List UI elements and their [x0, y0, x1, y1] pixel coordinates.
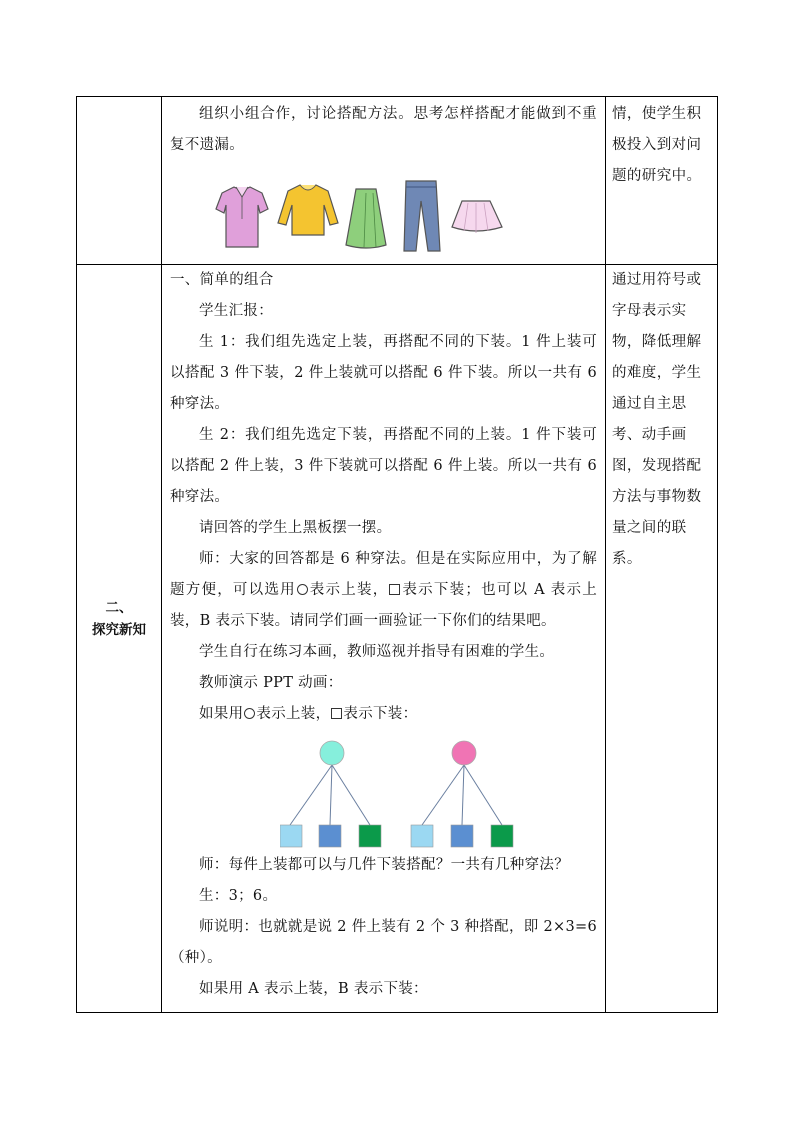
bottom-garment-square	[491, 825, 513, 847]
row1-content-text: 组织小组合作，讨论搭配方法。思考怎样搭配才能做到不重复不遗漏。	[170, 106, 597, 153]
bottom-garment-square	[319, 825, 341, 847]
row2-note-cell	[606, 265, 717, 1013]
symbol-intro-c: 表示下装：	[343, 706, 418, 722]
student-answer: 生：3；6。	[199, 888, 278, 904]
row1-note-text: 情，使学生积极投入到对问题的研究中。	[612, 106, 702, 184]
top-garment-2-circle	[452, 741, 476, 765]
combination-tree-diagram	[280, 739, 520, 849]
teacher-text-a: 师：大家的回答都是 6 种穿法。但是在实际应用中，为了解题方便，可以选用	[170, 551, 597, 598]
pink-skirt-icon	[452, 201, 502, 233]
section-number: 二、	[105, 600, 133, 616]
section-title: 探究新知	[92, 622, 146, 638]
blue-trousers-icon	[404, 181, 440, 251]
student2-answer: 生 2：我们组先选定下装，再搭配不同的上装。1 件下装可以搭配 2 件上装，3 件下装就可以搭配 6 件上装。所以一共有 6 种穿法。	[170, 427, 597, 505]
practice-instruction: 学生自行在练习本画，教师巡视并指导有困难的学生。	[199, 644, 555, 660]
row1-content-cell	[162, 97, 605, 264]
pink-shirt-icon	[216, 187, 268, 247]
board-instruction: 请回答的学生上黑板摆一摆。	[199, 520, 392, 536]
bottom-garment-square	[359, 825, 381, 847]
circle-symbol-icon	[244, 708, 255, 719]
square-symbol-icon	[389, 584, 400, 595]
clothes-illustration	[206, 179, 516, 259]
row1-note-cell	[606, 97, 717, 264]
teacher-question: 师：每件上装都可以与几件下装搭配？一共有几种穿法？	[199, 857, 569, 873]
teacher-text-c: 表示下装；也可以 A 表示上装，B 表示下装。请同学们画一画验证一下你们的结果吧。	[170, 582, 598, 629]
student1-answer: 生 1：我们组先选定上装，再搭配不同的下装。1 件上装可以搭配 3 件下装，2 件上装就可以搭配 6 件下装。所以一共有 6 种穿法。	[170, 334, 597, 412]
row2-content-cell	[162, 265, 605, 1013]
ppt-demo: 教师演示 PPT 动画：	[199, 675, 343, 691]
content-heading: 一、简单的组合	[170, 272, 274, 288]
bottom-garment-square	[451, 825, 473, 847]
lesson-table	[76, 96, 718, 1013]
yellow-sweater-icon	[278, 185, 338, 235]
bottom-garment-square	[411, 825, 433, 847]
teacher-explanation	[170, 544, 597, 637]
circle-symbol-icon	[297, 584, 308, 595]
bottom-garment-square	[280, 825, 302, 847]
green-skirt-icon	[346, 189, 386, 248]
top-garment-1-circle	[320, 741, 344, 765]
row2-note-text: 通过用符号或字母表示实物，降低理解的难度，学生通过自主思考、动手画图，发现搭配方法与事物数量之间的联系。	[612, 272, 702, 567]
letter-intro: 如果用 A 表示上装，B 表示下装：	[199, 981, 428, 997]
square-symbol-icon	[331, 708, 342, 719]
teacher-text-b: 表示上装，	[308, 582, 389, 598]
symbol-intro	[170, 699, 597, 730]
symbol-intro-b: 表示上装，	[256, 706, 331, 722]
symbol-intro-a: 如果用	[199, 706, 244, 722]
teacher-summary: 师说明：也就就是说 2 件上装有 2 个 3 种搭配，即 2×3=6（种）。	[170, 919, 597, 966]
student-report: 学生汇报：	[199, 303, 273, 319]
section-label	[77, 597, 161, 641]
